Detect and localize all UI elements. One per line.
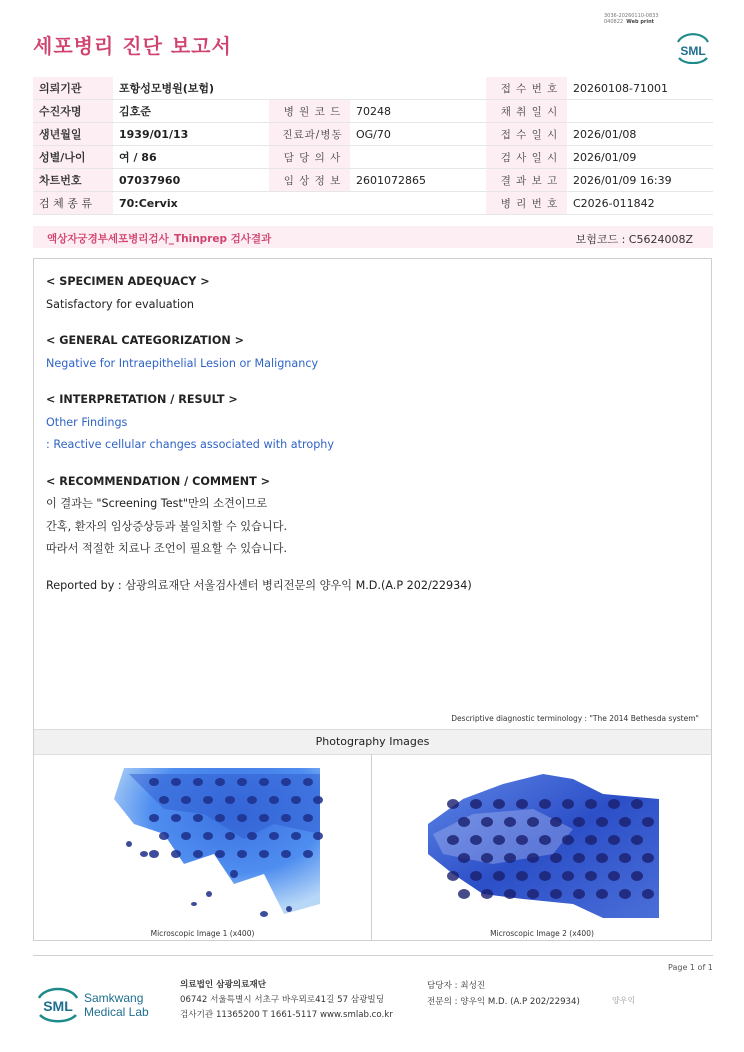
info-label-2 bbox=[269, 192, 350, 215]
patient-info-table bbox=[33, 77, 713, 215]
print-info bbox=[604, 13, 659, 25]
info-label-2: 임 상 정 보 bbox=[269, 169, 350, 192]
info-value: 김호준 bbox=[113, 100, 269, 123]
report-content bbox=[46, 271, 472, 597]
info-value: 70:Cervix bbox=[113, 192, 269, 215]
info-label-2 bbox=[269, 77, 350, 100]
photo-cell-2 bbox=[373, 754, 711, 941]
info-label-3: 채 취 일 시 bbox=[486, 100, 567, 123]
info-row bbox=[33, 123, 713, 146]
info-value: 1939/01/13 bbox=[113, 123, 269, 146]
info-label: 수진자명 bbox=[33, 100, 113, 123]
adequacy-text: Satisfactory for evaluation bbox=[46, 297, 195, 311]
info-label-2: 담 당 의 사 bbox=[269, 146, 350, 169]
info-label: 성별/나이 bbox=[33, 146, 113, 169]
samkwang-logo-icon bbox=[37, 982, 157, 1026]
info-label: 검 체 종 류 bbox=[33, 192, 113, 215]
photo-caption-2: Microscopic Image 2 (x400) bbox=[490, 929, 594, 938]
svg-text:Samkwang: Samkwang bbox=[84, 991, 144, 1005]
general-text: Negative for Intraepithelial Lesion or Malignancy bbox=[46, 356, 319, 370]
info-label-2: 진료과/병동 bbox=[269, 123, 350, 146]
sml-logo-icon bbox=[674, 28, 712, 64]
info-value-3: 2026/01/09 bbox=[567, 146, 713, 169]
info-value-2 bbox=[350, 192, 486, 215]
info-label: 차트번호 bbox=[33, 169, 113, 192]
info-label: 의뢰기관 bbox=[33, 77, 113, 100]
interpretation-line-2: : Reactive cellular changes associated with atrophy bbox=[46, 438, 335, 451]
info-row bbox=[33, 77, 713, 100]
info-value: 여 / 86 bbox=[113, 146, 269, 169]
info-row bbox=[33, 100, 713, 123]
footer-contact: 검사기관 11365200 T 1661-5117 www.smlab.co.kr bbox=[180, 1010, 393, 1020]
adequacy-heading: < SPECIMEN ADEQUACY > bbox=[46, 275, 210, 288]
info-label: 생년월일 bbox=[33, 123, 113, 146]
footer-org: 의료법인 삼광의료재단 bbox=[180, 980, 267, 990]
info-row bbox=[33, 192, 713, 215]
print-code: 3036-20260110-0833 bbox=[604, 13, 659, 19]
recommendation-line-1: 이 결과는 "Screening Test"만의 소견이므로 bbox=[46, 497, 268, 510]
photo-cell-1 bbox=[34, 754, 372, 941]
info-value-3: C2026-011842 bbox=[567, 192, 713, 215]
info-value-2 bbox=[350, 146, 486, 169]
info-value-2: OG/70 bbox=[350, 123, 486, 146]
info-label-3: 검 사 일 시 bbox=[486, 146, 567, 169]
insurance-code: 보험코드 : C5624008Z bbox=[575, 233, 693, 246]
photo-header: Photography Images bbox=[34, 729, 711, 755]
svg-text:Medical Lab: Medical Lab bbox=[84, 1005, 149, 1019]
recommendation-line-2: 간혹, 환자의 임상증상등과 불일치할 수 있습니다. bbox=[46, 519, 288, 533]
info-label-3: 접 수 번 호 bbox=[486, 77, 567, 100]
info-value-2: 2601072865 bbox=[350, 169, 486, 192]
page-title: 세포병리 진단 보고서 bbox=[33, 34, 232, 58]
signature: 양우익 bbox=[612, 996, 636, 1005]
info-value: 07037960 bbox=[113, 169, 269, 192]
footer-pathologist: 전문의 : 양우익 M.D. (A.P 202/22934) bbox=[427, 997, 580, 1007]
microscopic-image-2 bbox=[373, 754, 711, 941]
interpretation-line-1: Other Findings bbox=[46, 415, 128, 429]
info-value-3 bbox=[567, 100, 713, 123]
info-value-2: 70248 bbox=[350, 100, 486, 123]
page-number: Page 1 of 1 bbox=[668, 963, 713, 972]
interpretation-heading: < INTERPRETATION / RESULT > bbox=[46, 393, 238, 406]
footer-staff: 담당자 : 최성진 bbox=[427, 981, 486, 991]
footer-address bbox=[180, 978, 393, 1023]
footer-addr: 06742 서울특별시 서초구 바우뫼로41길 57 삼광빌딩 bbox=[180, 995, 384, 1005]
info-value: 포항성모병원(보험) bbox=[113, 77, 269, 100]
report-box bbox=[33, 258, 712, 941]
info-label-2: 병 원 코 드 bbox=[269, 100, 350, 123]
info-label-3: 결 과 보 고 bbox=[486, 169, 567, 192]
print-code-2: 040822 bbox=[604, 19, 624, 25]
recommendation-heading: < RECOMMENDATION / COMMENT > bbox=[46, 474, 271, 488]
photo-caption-1: Microscopic Image 1 (x400) bbox=[150, 929, 255, 938]
footer-responsible bbox=[427, 978, 580, 1010]
reported-by: Reported by : 삼광의료재단 서울검사센터 병리전문의 양우익 M.D.(A.P 202/22934) bbox=[46, 578, 472, 592]
svg-text:SML: SML bbox=[43, 998, 73, 1014]
info-label-3: 병 리 번 호 bbox=[486, 192, 567, 215]
recommendation-line-3: 따라서 적절한 치료나 조언이 필요할 수 있습니다. bbox=[46, 542, 288, 555]
info-value-3: 2026/01/09 16:39 bbox=[567, 169, 713, 192]
info-row bbox=[33, 146, 713, 169]
microscopic-image-1 bbox=[34, 754, 372, 941]
general-heading: < GENERAL CATEGORIZATION > bbox=[46, 334, 244, 347]
bethesda-note: Descriptive diagnostic terminology : "The 2014 Bethesda system" bbox=[451, 714, 699, 723]
footer-divider bbox=[33, 955, 713, 956]
print-label: Web print bbox=[626, 19, 655, 25]
test-name: 액상자궁경부세포병리검사_Thinprep 검사결과 bbox=[47, 233, 272, 245]
info-label-3: 접 수 일 시 bbox=[486, 123, 567, 146]
info-value-3: 2026/01/08 bbox=[567, 123, 713, 146]
info-value-2 bbox=[350, 77, 486, 100]
info-value-3: 20260108-71001 bbox=[567, 77, 713, 100]
test-header bbox=[33, 226, 713, 248]
info-row bbox=[33, 169, 713, 192]
svg-text:SML: SML bbox=[680, 44, 706, 58]
